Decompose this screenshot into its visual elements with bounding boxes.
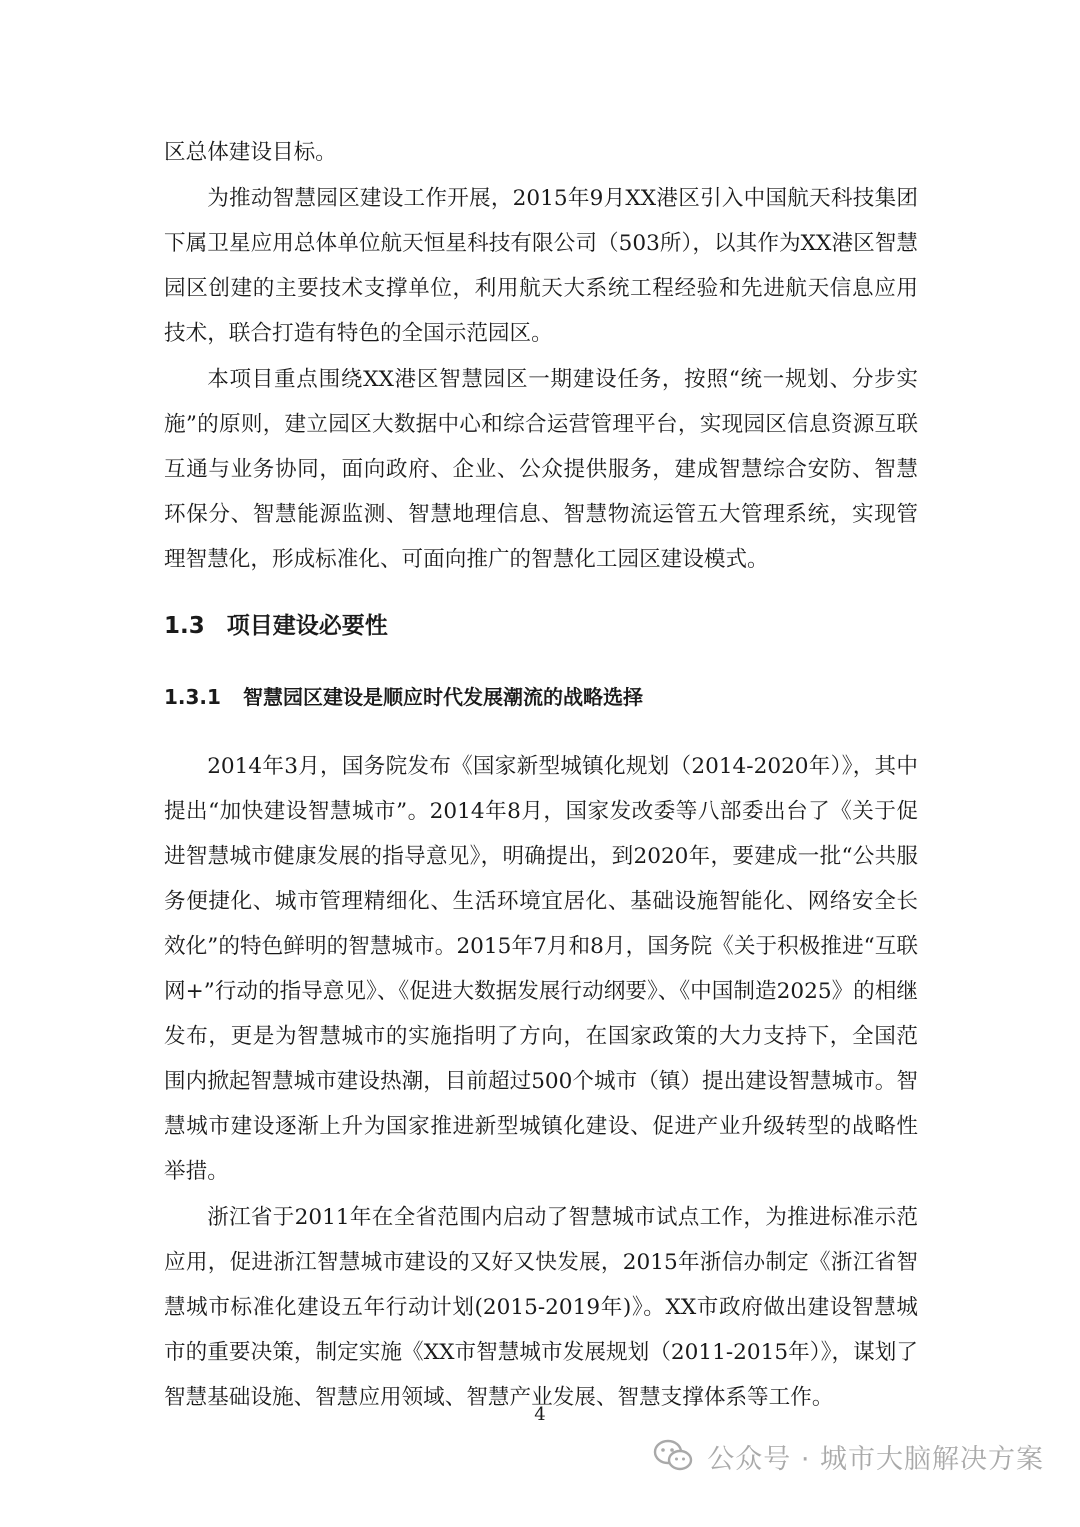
wechat-icon (653, 1439, 693, 1473)
section-number: 1.3 (164, 613, 205, 639)
subsection-title: 智慧园区建设是顺应时代发展潮流的战略选择 (242, 685, 643, 709)
paragraph: 为推动智慧园区建设工作开展，2015年9月XX港区引入中国航天科技集团下属卫星应用总体单位航天恒星科技有限公司（503所），以其作为XX港区智慧园区创建的主要技术支撑单位，利用航天大系统工程经验和先进航天信息应用技术，联合打造有特色的全国示范园区。 (164, 186, 918, 346)
paragraph: 2014年3月，国务院发布《国家新型城镇化规划（2014-2020年）》，其中提出“加快建设智慧城市”。2014年8月，国家发改委等八部委出台了《关于促进智慧城市健康发展的指导意见》，明确提出，到2020年，要建成一批“公共服务便捷化、城市管理精细化、生活环境宜居化、基础设施智能化、网络安全长效化”的特色鲜明的智慧城市。2015年7月和8月，国务院《关于积极推进“互联网+”行动的指导意见》、《促进大数据发展行动纲要》、《中国制造2025》的相继发布，更是为智慧城市的实施指明了方向，在国家政策的大力支持下，全国范围内掀起智慧城市建设热潮，目前超过500个城市（镇）提出建设智慧城市。智慧城市建设逐渐上升为国家推进新型城镇化建设、促进产业升级转型的战略性举措。 (164, 754, 918, 1184)
subsection-heading (164, 672, 918, 722)
section-heading (164, 598, 918, 654)
subsection-number: 1.3.1 (164, 685, 221, 709)
page-number: 4 (534, 1404, 546, 1425)
document-body (164, 130, 918, 1420)
paragraph-continuation: 区总体建设目标。 (164, 140, 337, 165)
paragraph: 浙江省于2011年在全省范围内启动了智慧城市试点工作，为推进标准示范应用，促进浙江智慧城市建设的又好又快发展，2015年浙信办制定《浙江省智慧城市标准化建设五年行动计划(2015-2019年)》。XX市政府做出建设智慧城市的重要决策，制定实施《XX市智慧城市发展规划（2011-2015年）》，谋划了智慧基础设施、智慧应用领域、智慧产业发展、智慧支撑体系等工作。 (164, 1205, 918, 1410)
watermark-text: 公众号 · 城市大脑解决方案 (707, 1443, 1044, 1475)
watermark (653, 1434, 1044, 1478)
section-title: 项目建设必要性 (226, 613, 388, 639)
paragraph: 本项目重点围绕XX港区智慧园区一期建设任务，按照“统一规划、分步实施”的原则，建立园区大数据中心和综合运营管理平台，实现园区信息资源互联互通与业务协同，面向政府、企业、公众提供服务，建成智慧综合安防、智慧环保分、智慧能源监测、智慧地理信息、智慧物流运管五大管理系统，实现管理智慧化，形成标准化、可面向推广的智慧化工园区建设模式。 (164, 367, 918, 572)
